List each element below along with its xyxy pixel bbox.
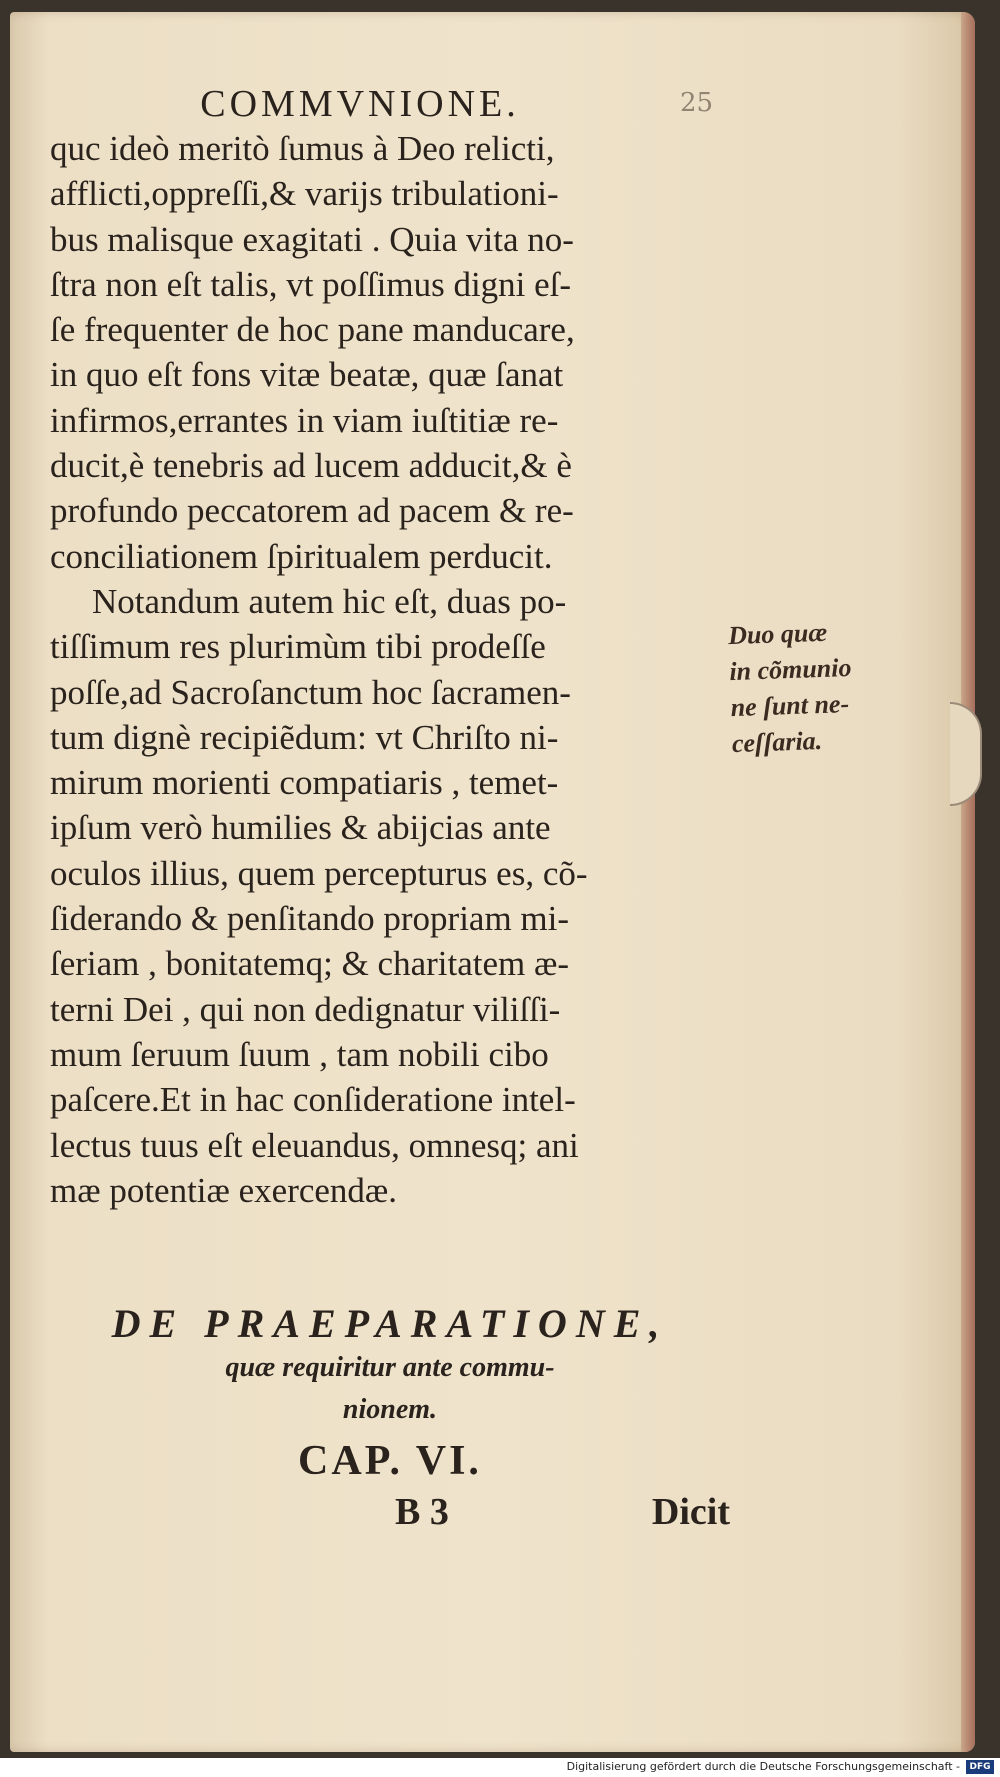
- text-line: bus malisque exagitati . Quia vita no-: [50, 219, 574, 259]
- marginal-note: [728, 612, 913, 762]
- text-line: conciliationem ſpiritualem perducit.: [50, 536, 553, 576]
- catchword: Dicit: [651, 1491, 730, 1533]
- text-line: afflicti,oppreſſi,& varijs tribulationi-: [50, 174, 559, 214]
- text-line: tiſſimum res plurimùm tibi prodeſſe: [50, 627, 546, 667]
- text-line: in quo eſt fons vitæ beatæ, quæ ſanat: [50, 355, 564, 395]
- marginal-note-line: ne ſunt ne-: [730, 689, 850, 723]
- body-text: [50, 82, 730, 1213]
- text-line: ſiderando & penſitando propriam mi-: [50, 899, 570, 939]
- chapter-heading: [50, 1300, 730, 1485]
- text-line: mirum morienti compatiaris , temet-: [50, 763, 559, 803]
- marginal-note-line: in cõmunio: [728, 652, 852, 687]
- text-line: tum dignè recipiẽdum: vt Chriſto ni-: [50, 717, 559, 757]
- heading-main: DE PRAEPARATIONE,: [111, 1301, 669, 1346]
- chapter-number: CAP. VI.: [298, 1438, 482, 1484]
- page-edge: [961, 12, 975, 1752]
- text-line: oculos illius, quem percepturus es, cõ-: [50, 853, 588, 893]
- text-line: mæ potentiæ exercendæ.: [50, 1170, 398, 1210]
- text-line: ipſum verò humilies & abijcias ante: [50, 808, 551, 848]
- text-line: poſſe,ad Sacroſanctum hoc ſacramen-: [50, 672, 571, 712]
- text-line: ſtra non eſt talis, vt poſſimus digni eſ-: [50, 264, 572, 304]
- text-line: ſeriam , bonitatemq; & charitatem æ-: [50, 944, 570, 984]
- page-tab: [950, 702, 982, 806]
- text-line: mum ſeruum ſuum , tam nobili cibo: [50, 1034, 549, 1074]
- text-line: lectus tuus eſt eleuandus, omnesq; ani: [50, 1125, 579, 1165]
- credit-text: Digitalisierung gefördert durch die Deutsche Forschungsgemeinschaft -: [566, 1760, 960, 1773]
- dfg-logo-icon: DFG: [966, 1760, 994, 1774]
- text-line: terni Dei , qui non dedignatur viliſſi-: [50, 989, 561, 1029]
- running-head: COMMVNIONE.: [200, 83, 520, 125]
- signature-mark: B 3: [395, 1491, 449, 1533]
- text-line: infirmos,errantes in viam iuſtitiæ re-: [50, 400, 559, 440]
- marginal-note-line: ceſſaria.: [731, 725, 823, 759]
- credit-bar: [0, 1758, 1000, 1777]
- marginal-note-line: Duo quæ: [727, 617, 828, 651]
- folio-mark: 25: [680, 88, 714, 118]
- text-line: Notandum autem hic eſt, duas po-: [92, 581, 567, 621]
- text-line: profundo peccatorem ad pacem & re-: [50, 491, 574, 531]
- body-lines: [50, 126, 730, 1213]
- text-line: ſe frequenter de hoc pane manducare,: [50, 310, 575, 350]
- heading-sub-line2: nionem.: [342, 1394, 438, 1425]
- text-line: paſcere.Et in hac conſideratione intel-: [50, 1080, 576, 1120]
- heading-sub-line1: quæ requiritur ante commu-: [225, 1352, 555, 1383]
- text-line: ducit,è tenebris ad lucem adducit,& è: [50, 446, 572, 486]
- text-line: quc ideò meritò ſumus à Deo relicti,: [50, 129, 555, 168]
- page-footer: [50, 1490, 730, 1540]
